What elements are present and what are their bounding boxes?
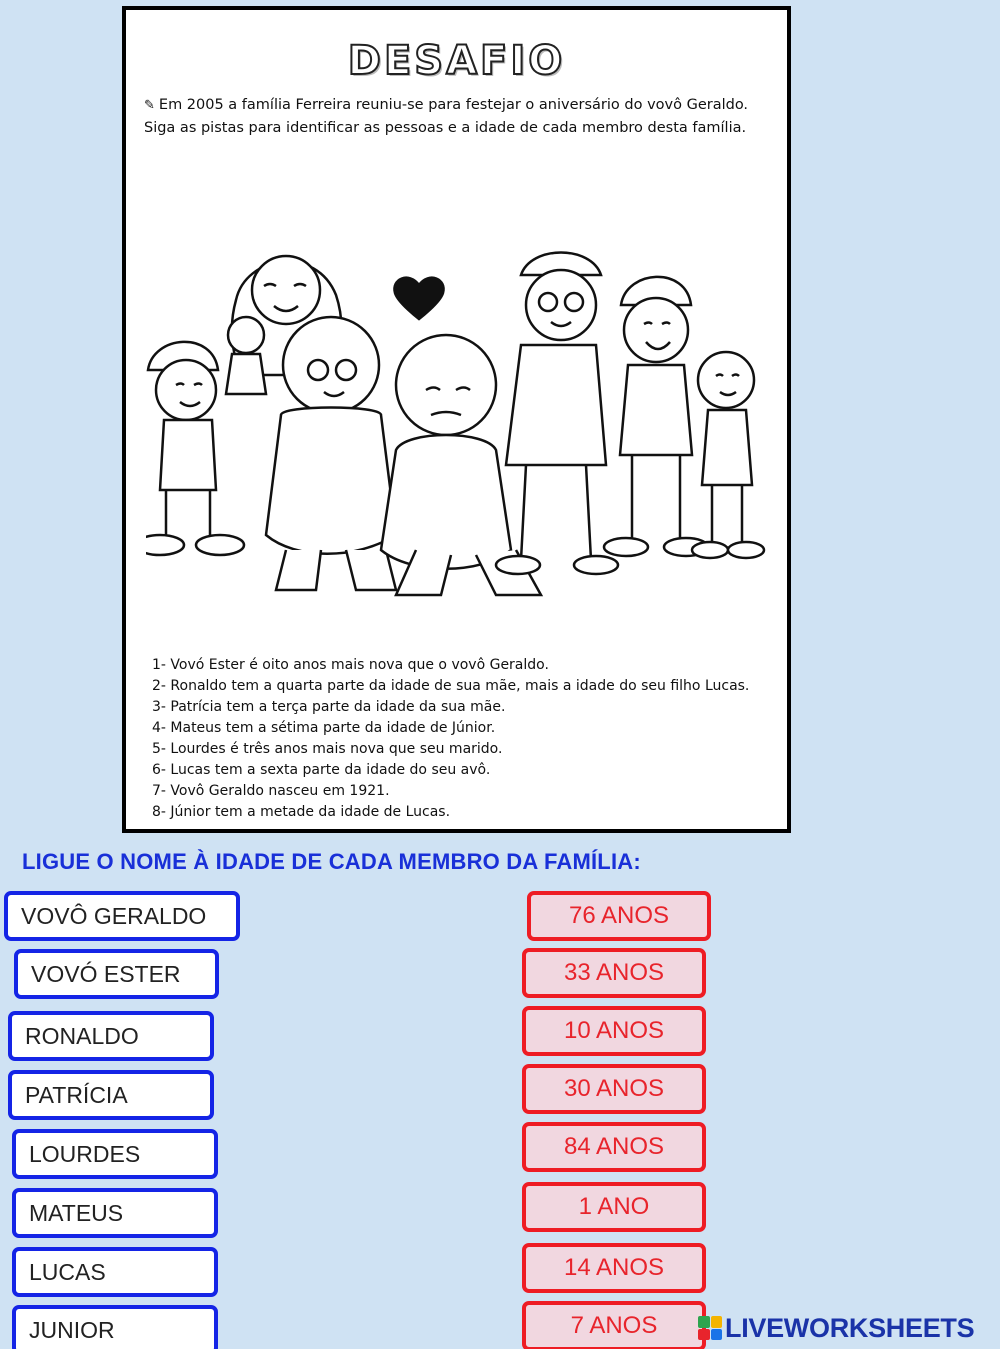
age-box-14[interactable]: 14 ANOS	[522, 1243, 706, 1293]
name-box-junior[interactable]: JUNIOR	[12, 1305, 218, 1349]
clue-item: 2- Ronaldo tem a quarta parte da idade de sua mãe, mais a idade do seu filho Lucas.	[152, 678, 750, 694]
name-box-mateus[interactable]: MATEUS	[12, 1188, 218, 1238]
age-box-84[interactable]: 84 ANOS	[522, 1122, 706, 1172]
brand-text: LIVEWORKSHEETS	[725, 1312, 975, 1343]
clue-item: 6- Lucas tem a sexta parte da idade do seu avô.	[152, 762, 491, 778]
name-box-lourdes[interactable]: LOURDES	[12, 1129, 218, 1179]
age-box-7[interactable]: 7 ANOS	[522, 1301, 706, 1349]
liveworksheets-logo-icon	[698, 1316, 722, 1340]
instruction-text: LIGUE O NOME À IDADE DE CADA MEMBRO DA FAMÍLIA:	[22, 849, 641, 874]
worksheet-title: DESAFIO	[347, 38, 566, 84]
clues-list	[152, 655, 767, 823]
age-box-33[interactable]: 33 ANOS	[522, 948, 706, 998]
name-box-patricia[interactable]: PATRÍCIA	[8, 1070, 214, 1120]
name-box-ronaldo[interactable]: RONALDO	[8, 1011, 214, 1061]
clue-item: 1- Vovó Ester é oito anos mais nova que o vovô Geraldo.	[152, 657, 549, 673]
clue-item: 5- Lourdes é três anos mais nova que seu marido.	[152, 741, 503, 757]
age-box-76[interactable]: 76 ANOS	[527, 891, 711, 941]
intro-line-2: Siga as pistas para identificar as pessoas e a idade de cada membro desta família.	[144, 120, 747, 136]
age-box-1[interactable]: 1 ANO	[522, 1182, 706, 1232]
worksheet-image	[122, 6, 791, 833]
intro-line-1: Em 2005 a família Ferreira reuniu-se para festejar o aniversário do vovô Geraldo.	[158, 97, 749, 113]
family-illustration	[146, 220, 771, 620]
name-box-vovo-geraldo[interactable]: VOVÔ GERALDO	[4, 891, 240, 941]
pencil-icon: ✎	[144, 98, 155, 113]
clue-item: 3- Patrícia tem a terça parte da idade da sua mãe.	[152, 699, 506, 715]
age-box-10[interactable]: 10 ANOS	[522, 1006, 706, 1056]
age-box-30[interactable]: 30 ANOS	[522, 1064, 706, 1114]
clue-item: 8- Júnior tem a metade da idade de Lucas.	[152, 804, 451, 820]
clue-item: 4- Mateus tem a sétima parte da idade de Júnior.	[152, 720, 496, 736]
name-box-vovo-ester[interactable]: VOVÓ ESTER	[14, 949, 219, 999]
worksheet-intro	[144, 94, 769, 139]
liveworksheets-brand	[698, 1312, 974, 1344]
heart-icon	[394, 278, 443, 319]
clue-item: 7- Vovô Geraldo nasceu em 1921.	[152, 783, 390, 799]
name-box-lucas[interactable]: LUCAS	[12, 1247, 218, 1297]
